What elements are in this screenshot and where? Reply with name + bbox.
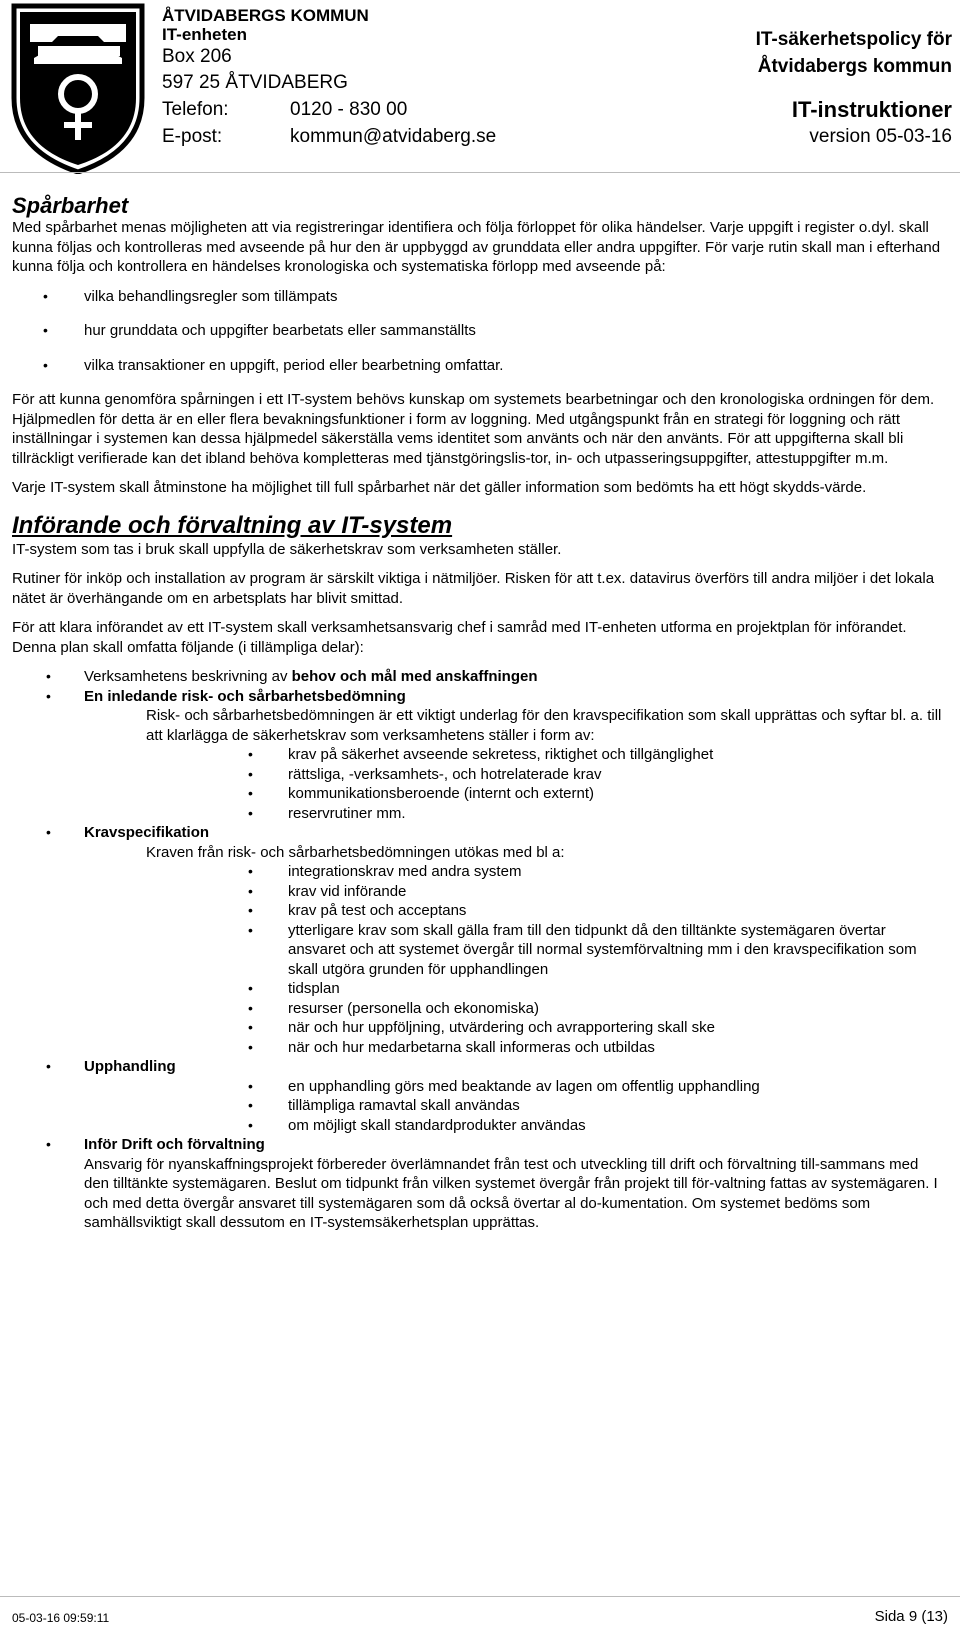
paragraph: IT-system som tas i bruk skall uppfylla de säkerhetskrav som verksamheten ställer. [12, 540, 562, 558]
item-title: • Inför Drift och förvaltning [84, 1136, 265, 1153]
item-title: • Kravspecifikation [84, 824, 210, 841]
sub-list-item: • integrationskrav med andra system [234, 862, 944, 882]
sub-list-item: • krav på säkerhet avseende sekretess, riktighet och tillgänglighet [234, 745, 944, 765]
sub-list-item: • resurser (personella och ekonomiska) [234, 999, 944, 1019]
bullet-list [12, 287, 944, 376]
paragraph: För att kunna genomföra spårningen i ett IT-system behövs kunskap om systemets bearbetningar och den kronologiska ordningen för dem. Hjälpmedlen för detta är en eller flera bevakningsfunktioner i form av loggning. Med utgångspunkt från en strategi för loggning och rätt inställningar i systemen kan dessa hjälpmedel säkerställa vems identitet som använts och när den använts. För att uppgifterna skall bli tillräckligt verifierade kan det ibland behöva kompletteras med tjänstgöringslis-tor, in- och utpasseringsuppgifter, attestuppgifter m.m. [12, 391, 935, 467]
list-item: • vilka behandlingsregler som tillämpats [12, 287, 944, 307]
paragraph: För att klara införandet av ett IT-system skall verksamhetsansvarig chef i samråd med IT-enheten utforma en projektplan för införandet. Denna plan skall omfatta följande (i tillämpliga delar): [12, 619, 907, 656]
sub-list-item: • tillämpliga ramavtal skall användas [234, 1096, 944, 1116]
footer-timestamp: 05-03-16 09:59:11 [12, 1611, 110, 1625]
coat-of-arms-logo [8, 2, 148, 174]
sub-list-item: • ytterligare krav som skall gälla fram till den tidpunkt då den tilltänkte systemägaren övertar ansvaret och att systemet övergår till normal systemförvaltning mm i den kravspecifikation som skall utgöra grunden för upphandlingen [234, 921, 944, 980]
sub-list-item: • en upphandling görs med beaktande av lagen om offentlig upphandling [234, 1077, 944, 1097]
footer-divider [0, 1596, 960, 1597]
sub-list-item: • reservrutiner mm. [234, 804, 944, 824]
item-title: • En inledande risk- och sårbarhetsbedömning [84, 687, 406, 705]
organization-block [162, 6, 582, 150]
section-title-inforande: Införande och förvaltning av IT-system [12, 511, 453, 539]
email-value[interactable]: kommun@atvidaberg.se [290, 126, 497, 147]
sub-bullet-list [234, 862, 944, 1057]
email-row [162, 123, 582, 150]
list-item: • vilka transaktioner en uppgift, period eller bearbetning omfattar. [12, 356, 944, 376]
paragraph: Rutiner för inköp och installation av program är särskilt viktiga i nätmiljöer. Risken för att t.ex. datavirus överförs till andra miljöer i det lokala nätet är överhängande om en arbetsplats har blivit smittad. [12, 570, 935, 607]
list-item [12, 823, 944, 1057]
policy-line-1: IT-säkerhetspolicy för [755, 29, 952, 50]
email-label: E-post: [162, 126, 223, 147]
section-title-sparbarhet: Spårbarhet [12, 193, 129, 218]
footer-page-number: Sida 9 (13) [874, 1608, 948, 1625]
header-divider [0, 172, 960, 173]
phone-row [162, 96, 582, 123]
org-name: ÅTVIDABERGS KOMMUN [162, 6, 369, 25]
sub-list-item: • när och hur uppföljning, utvärdering och avrapportering skall ske [234, 1018, 944, 1038]
sub-list-item: • krav vid införande [234, 882, 944, 902]
sub-list-item: • krav på test och acceptans [234, 901, 944, 921]
sub-list-item: • tidsplan [234, 979, 944, 999]
sub-list-item: • när och hur medarbetarna skall informeras och utbildas [234, 1038, 944, 1058]
paragraph: Ansvarig för nyanskaffningsprojekt förbereder överlämnandet från test och utveckling till drift och förvaltning till-sammans med den tilltänkte systemägaren. Beslut om tidpunkt från vilken systemet övergår från projekt till för-valtning fattas av systemägaren. I och med detta övergår ansvaret till systemägaren som då också övertar al do-kumentation. Om systemet bedöms som samhällsviktigt skall dessutom en IT-systemsäkerhetsplan upprättas. [84, 1155, 938, 1231]
paragraph: Med spårbarhet menas möjligheten att via registreringar identifiera och följa förloppet för olika händelser. Varje uppgift i register o.dyl. skall kunna följas och kontrolleras med avseende på hur den är uppbyggd av grunddata eller andra uppgifter. För varje rutin skall man i efterhand kunna följa och kontrollera en händelses kronologiska och systematiska förlopp med avseende på: [12, 219, 941, 275]
page-header [0, 0, 960, 170]
phone-value: 0120 - 830 00 [290, 99, 408, 120]
org-box: Box 206 [162, 46, 232, 67]
item-description: Risk- och sårbarhetsbedömningen är ett viktigt underlag för den kravspecifikation som skall upprättas och syftar bl. a. till att klarlägga de säkerhetskrav som verksamhetens ställer i form av: [146, 707, 942, 744]
sub-bullet-list [234, 1077, 944, 1136]
version-label: version 05-03-16 [809, 126, 952, 147]
document-body [12, 194, 944, 1233]
item-text: Verksamhetens beskrivning av [84, 668, 292, 685]
list-item [12, 1057, 944, 1135]
list-item: • hur grunddata och uppgifter bearbetats eller sammanställts [12, 321, 944, 341]
list-item [12, 1135, 944, 1155]
sub-bullet-list [234, 745, 944, 823]
item-bold-text: behov och mål med anskaffningen [291, 668, 538, 685]
sub-list-item: • om möjligt skall standardprodukter användas [234, 1116, 944, 1136]
paragraph: Varje IT-system skall åtminstone ha möjlighet till full spårbarhet när det gäller information som bedömts ha ett högt skydds-värde. [12, 479, 867, 496]
phone-label: Telefon: [162, 99, 229, 120]
sub-list-item: • rättsliga, -verksamhets-, och hotrelaterade krav [234, 765, 944, 785]
sub-list-item: • kommunikationsberoende (internt och externt) [234, 784, 944, 804]
item-description: Kraven från risk- och sårbarhetsbedömningen utökas med bl a: [146, 843, 565, 861]
policy-line-2: Åtvidabergs kommun [757, 56, 952, 77]
instructions-title [792, 96, 952, 150]
policy-title [756, 26, 952, 80]
list-item [12, 667, 944, 687]
org-postal: 597 25 ÅTVIDABERG [162, 72, 348, 93]
item-title: • Upphandling [84, 1058, 176, 1075]
instructions-heading: IT-instruktioner [791, 97, 952, 122]
org-unit: IT-enheten [162, 25, 248, 44]
list-item [12, 687, 944, 824]
project-plan-list [12, 667, 944, 1155]
